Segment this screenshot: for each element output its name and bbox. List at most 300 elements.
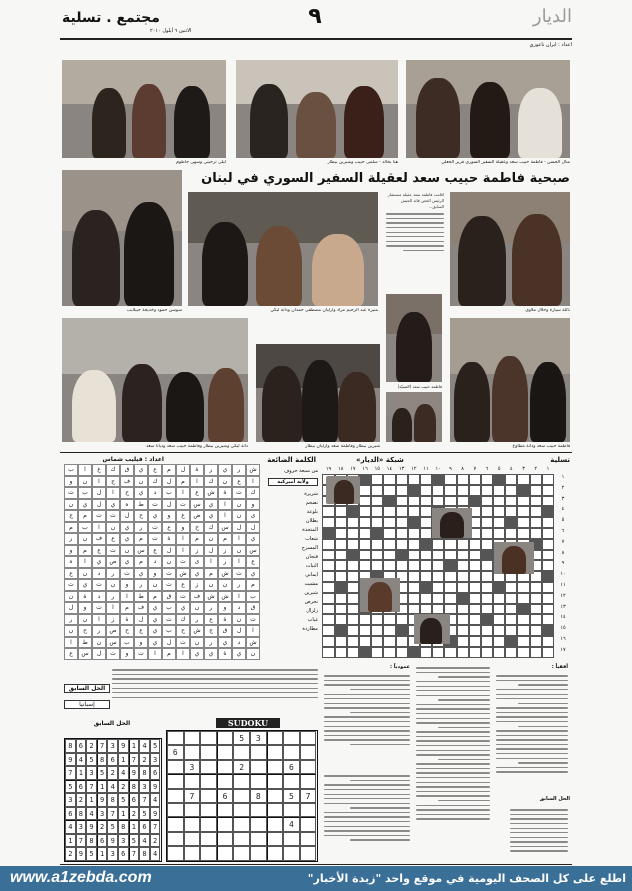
crossword-cell[interactable] xyxy=(481,485,493,496)
sudoku-cell: 7 xyxy=(184,789,201,803)
crossword-cell[interactable] xyxy=(542,550,554,561)
crossword-cell[interactable] xyxy=(505,625,517,636)
crossword-cell[interactable] xyxy=(432,647,444,658)
crossword-cell[interactable] xyxy=(347,582,359,593)
crossword-cell[interactable] xyxy=(322,528,334,539)
crossword-cell[interactable] xyxy=(335,625,347,636)
crossword-cell[interactable] xyxy=(396,474,408,485)
crossword-cell[interactable] xyxy=(408,539,420,550)
crossword-cell[interactable] xyxy=(408,593,420,604)
crossword-cell[interactable] xyxy=(420,517,432,528)
crossword-cell[interactable] xyxy=(481,593,493,604)
crossword-cell[interactable] xyxy=(517,517,529,528)
crossword-cell[interactable] xyxy=(505,604,517,615)
crossword-cell[interactable] xyxy=(432,550,444,561)
crossword-cell[interactable] xyxy=(505,474,517,485)
crossword-col-number: ٩ xyxy=(449,466,452,472)
crossword-cell[interactable] xyxy=(481,636,493,647)
crossword-col-number: ٨ xyxy=(461,466,464,472)
crossword-cell[interactable] xyxy=(383,550,395,561)
crossword-cell[interactable] xyxy=(371,560,383,571)
crossword-cell[interactable] xyxy=(322,625,334,636)
word-search-cell: ر xyxy=(204,602,218,614)
crossword-cell[interactable] xyxy=(371,647,383,658)
sudoku-cell: 5 xyxy=(107,820,118,834)
crossword-cell[interactable] xyxy=(359,517,371,528)
crossword-cell[interactable] xyxy=(371,636,383,647)
crossword-cell[interactable] xyxy=(517,474,529,485)
crossword-cell[interactable] xyxy=(396,496,408,507)
crossword-cell[interactable] xyxy=(481,582,493,593)
crossword-cell[interactable] xyxy=(444,560,456,571)
crossword-cell[interactable] xyxy=(481,474,493,485)
crossword-cell[interactable] xyxy=(408,604,420,615)
crossword-cell[interactable] xyxy=(335,571,347,582)
crossword-cell[interactable] xyxy=(469,582,481,593)
crossword-cell[interactable] xyxy=(542,474,554,485)
sudoku-cell: 4 xyxy=(65,820,76,834)
crossword-cell[interactable] xyxy=(335,550,347,561)
crossword-cell[interactable] xyxy=(517,614,529,625)
crossword-cell[interactable] xyxy=(505,636,517,647)
crossword-cell[interactable] xyxy=(347,550,359,561)
crossword-cell[interactable] xyxy=(322,550,334,561)
crossword-cell[interactable] xyxy=(322,604,334,615)
crossword-cell[interactable] xyxy=(517,647,529,658)
crossword-cell[interactable] xyxy=(469,647,481,658)
crossword-cell[interactable] xyxy=(420,528,432,539)
crossword-cell[interactable] xyxy=(493,604,505,615)
crossword-cell[interactable] xyxy=(359,625,371,636)
crossword-cell[interactable] xyxy=(542,506,554,517)
word-search-cell: ا xyxy=(148,648,162,660)
crossword-cell[interactable] xyxy=(530,517,542,528)
crossword-cell[interactable] xyxy=(444,539,456,550)
crossword-cell[interactable] xyxy=(420,560,432,571)
crossword-cell[interactable] xyxy=(481,506,493,517)
word-search-cell: ل xyxy=(176,464,190,476)
crossword-cell[interactable] xyxy=(322,517,334,528)
crossword-cell[interactable] xyxy=(469,614,481,625)
crossword-cell[interactable] xyxy=(481,560,493,571)
crossword-cell[interactable] xyxy=(444,474,456,485)
crossword-cell[interactable] xyxy=(347,625,359,636)
crossword-cell[interactable] xyxy=(322,539,334,550)
crossword-cell[interactable] xyxy=(481,604,493,615)
crossword-cell[interactable] xyxy=(481,571,493,582)
crossword-cell[interactable] xyxy=(396,636,408,647)
crossword-cell[interactable] xyxy=(505,506,517,517)
crossword-cell[interactable] xyxy=(517,485,529,496)
crossword-cell[interactable] xyxy=(335,636,347,647)
crossword-cell[interactable] xyxy=(335,506,347,517)
crossword-cell[interactable] xyxy=(347,593,359,604)
crossword-cell[interactable] xyxy=(432,560,444,571)
crossword-cell[interactable] xyxy=(347,528,359,539)
sudoku-cell: 2 xyxy=(118,780,129,794)
crossword-cell[interactable] xyxy=(469,604,481,615)
crossword-cell[interactable] xyxy=(408,474,420,485)
crossword-cell[interactable] xyxy=(542,604,554,615)
crossword-cell[interactable] xyxy=(505,496,517,507)
article-body xyxy=(386,192,444,288)
crossword-cell[interactable] xyxy=(408,528,420,539)
crossword-cell[interactable] xyxy=(335,593,347,604)
crossword-cell[interactable] xyxy=(542,496,554,507)
crossword-cell[interactable] xyxy=(359,539,371,550)
crossword-cell[interactable] xyxy=(530,636,542,647)
word-search-cell: ك xyxy=(176,614,190,626)
crossword-cell[interactable] xyxy=(469,625,481,636)
crossword-cell[interactable] xyxy=(383,485,395,496)
crossword-cell[interactable] xyxy=(432,604,444,615)
crossword-cell[interactable] xyxy=(469,496,481,507)
footer-site-link[interactable]: www.a1zebda.com xyxy=(10,869,152,886)
crossword-cell[interactable] xyxy=(322,571,334,582)
crossword-cell[interactable] xyxy=(517,496,529,507)
crossword-cell[interactable] xyxy=(408,560,420,571)
crossword-cell[interactable] xyxy=(530,614,542,625)
crossword-cell[interactable] xyxy=(505,517,517,528)
crossword-cell[interactable] xyxy=(530,496,542,507)
crossword-cell[interactable] xyxy=(493,517,505,528)
crossword-row-number: ١٧ xyxy=(560,646,566,653)
crossword-cell[interactable] xyxy=(371,496,383,507)
sudoku-cell: 9 xyxy=(118,739,129,753)
crossword-cell[interactable] xyxy=(383,517,395,528)
crossword-cell[interactable] xyxy=(396,539,408,550)
crossword-cell[interactable] xyxy=(481,528,493,539)
crossword-cell[interactable] xyxy=(420,593,432,604)
crossword-cell[interactable] xyxy=(469,560,481,571)
crossword-cell[interactable] xyxy=(359,474,371,485)
crossword-cell[interactable] xyxy=(542,517,554,528)
sudoku-cell xyxy=(250,817,267,831)
word-search-cell: ا xyxy=(92,476,106,488)
crossword-cell[interactable] xyxy=(457,614,469,625)
crossword-cell[interactable] xyxy=(371,614,383,625)
crossword-cell[interactable] xyxy=(505,485,517,496)
crossword-cell[interactable] xyxy=(481,614,493,625)
crossword-cell[interactable] xyxy=(347,506,359,517)
crossword-cell[interactable] xyxy=(359,614,371,625)
crossword-cell[interactable] xyxy=(542,528,554,539)
crossword-cell[interactable] xyxy=(347,636,359,647)
word-search-cell: ة xyxy=(78,591,92,603)
crossword-cell[interactable] xyxy=(493,614,505,625)
crossword-cell[interactable] xyxy=(542,571,554,582)
crossword-cell[interactable] xyxy=(457,582,469,593)
crossword-cell[interactable] xyxy=(408,517,420,528)
crossword-cell[interactable] xyxy=(517,625,529,636)
word-search-cell: ح xyxy=(78,625,92,637)
crossword-cell[interactable] xyxy=(469,593,481,604)
crossword-cell[interactable] xyxy=(542,560,554,571)
crossword-cell[interactable] xyxy=(335,539,347,550)
crossword-cell[interactable] xyxy=(383,625,395,636)
crossword-cell[interactable] xyxy=(481,496,493,507)
crossword-cell[interactable] xyxy=(371,474,383,485)
crossword-cell[interactable] xyxy=(517,636,529,647)
crossword-cell[interactable] xyxy=(517,604,529,615)
word-search-cell: ن xyxy=(64,625,78,637)
crossword-cell[interactable] xyxy=(383,496,395,507)
sudoku-cell xyxy=(267,846,284,860)
crossword-cell[interactable] xyxy=(530,528,542,539)
word-search-cell: ص xyxy=(106,556,120,568)
crossword-cell[interactable] xyxy=(469,485,481,496)
crossword-cell[interactable] xyxy=(457,485,469,496)
crossword-cell[interactable] xyxy=(396,550,408,561)
crossword-cell[interactable] xyxy=(359,560,371,571)
crossword-cell[interactable] xyxy=(432,571,444,582)
crossword-cell[interactable] xyxy=(530,647,542,658)
crossword-cell[interactable] xyxy=(408,550,420,561)
crossword-cell[interactable] xyxy=(469,550,481,561)
crossword-cell[interactable] xyxy=(420,604,432,615)
crossword-cell[interactable] xyxy=(383,474,395,485)
sudoku-cell xyxy=(250,774,267,788)
crossword-cell[interactable] xyxy=(493,625,505,636)
crossword-cell[interactable] xyxy=(505,582,517,593)
word-search-cell: س xyxy=(134,545,148,557)
crossword-cell[interactable] xyxy=(371,517,383,528)
crossword-cell[interactable] xyxy=(420,539,432,550)
crossword-cell[interactable] xyxy=(432,582,444,593)
crossword-cell[interactable] xyxy=(420,582,432,593)
crossword-cell[interactable] xyxy=(383,636,395,647)
crossword-cell[interactable] xyxy=(371,485,383,496)
crossword-cell[interactable] xyxy=(371,625,383,636)
crossword-cell[interactable] xyxy=(444,550,456,561)
crossword-cell[interactable] xyxy=(347,647,359,658)
crossword-cell[interactable] xyxy=(517,506,529,517)
crossword-cell[interactable] xyxy=(322,506,334,517)
crossword-cell[interactable] xyxy=(322,593,334,604)
word-search-cell: م xyxy=(78,545,92,557)
crossword-cell[interactable] xyxy=(335,614,347,625)
crossword-cell[interactable] xyxy=(444,485,456,496)
crossword-cell[interactable] xyxy=(347,604,359,615)
sudoku-cell xyxy=(267,731,284,745)
crossword-cell[interactable] xyxy=(542,636,554,647)
crossword-cell[interactable] xyxy=(347,614,359,625)
crossword-cell[interactable] xyxy=(493,506,505,517)
crossword-cell[interactable] xyxy=(347,560,359,571)
crossword-cell[interactable] xyxy=(493,582,505,593)
crossword-cell[interactable] xyxy=(493,485,505,496)
crossword-cell[interactable] xyxy=(359,496,371,507)
crossword-cell[interactable] xyxy=(493,636,505,647)
crossword-cell[interactable] xyxy=(432,496,444,507)
crossword-col-number: ١١ xyxy=(423,466,429,472)
crossword-cell[interactable] xyxy=(359,647,371,658)
crossword-cell[interactable] xyxy=(457,550,469,561)
crossword-cell[interactable] xyxy=(530,582,542,593)
crossword-cell[interactable] xyxy=(457,647,469,658)
crossword-cell[interactable] xyxy=(408,506,420,517)
crossword-cell[interactable] xyxy=(493,474,505,485)
crossword-cell[interactable] xyxy=(542,614,554,625)
crossword-cell[interactable] xyxy=(420,474,432,485)
crossword-cell[interactable] xyxy=(420,496,432,507)
sudoku-cell xyxy=(283,745,300,759)
crossword-cell[interactable] xyxy=(457,604,469,615)
crossword-cell[interactable] xyxy=(444,604,456,615)
crossword-cell[interactable] xyxy=(322,614,334,625)
word-search-cell: ن xyxy=(232,545,246,557)
crossword-cell[interactable] xyxy=(359,550,371,561)
crossword-cell[interactable] xyxy=(383,528,395,539)
crossword-cell[interactable] xyxy=(396,614,408,625)
crossword-cell[interactable] xyxy=(517,593,529,604)
crossword-cell[interactable] xyxy=(347,571,359,582)
crossword-cell[interactable] xyxy=(335,528,347,539)
crossword-cell[interactable] xyxy=(371,539,383,550)
crossword-cell[interactable] xyxy=(493,647,505,658)
crossword-cell[interactable] xyxy=(542,582,554,593)
crossword-cell[interactable] xyxy=(457,636,469,647)
crossword-cell[interactable] xyxy=(420,647,432,658)
crossword-cell[interactable] xyxy=(408,485,420,496)
sudoku-cell: 3 xyxy=(65,793,76,807)
crossword-cell[interactable] xyxy=(408,571,420,582)
crossword-cell[interactable] xyxy=(335,604,347,615)
crossword-cell[interactable] xyxy=(335,560,347,571)
crossword-cell[interactable] xyxy=(383,647,395,658)
crossword-cell[interactable] xyxy=(457,496,469,507)
crossword-cell[interactable] xyxy=(469,539,481,550)
crossword-cell[interactable] xyxy=(396,647,408,658)
crossword-cell[interactable] xyxy=(444,496,456,507)
sudoku-cell: 4 xyxy=(118,766,129,780)
crossword-cell[interactable] xyxy=(432,539,444,550)
crossword-cell[interactable] xyxy=(322,636,334,647)
crossword-cell[interactable] xyxy=(420,550,432,561)
word-search-cell: س xyxy=(218,522,232,534)
sudoku-cell: 4 xyxy=(150,847,161,861)
crossword-cell[interactable] xyxy=(517,582,529,593)
crossword-cell[interactable] xyxy=(335,517,347,528)
word-search-cell: ن xyxy=(218,476,232,488)
crossword-cell[interactable] xyxy=(457,571,469,582)
crossword-cell[interactable] xyxy=(335,647,347,658)
crossword-cell[interactable] xyxy=(359,506,371,517)
crossword-cell[interactable] xyxy=(432,474,444,485)
crossword-cell[interactable] xyxy=(505,614,517,625)
crossword-cell[interactable] xyxy=(408,496,420,507)
crossword-cell[interactable] xyxy=(432,593,444,604)
crossword-cell[interactable] xyxy=(542,625,554,636)
crossword-cell[interactable] xyxy=(408,582,420,593)
crossword-cell[interactable] xyxy=(371,528,383,539)
crossword-cell[interactable] xyxy=(505,647,517,658)
crossword-cell[interactable] xyxy=(444,593,456,604)
word-search-cell: ي xyxy=(120,533,134,545)
crossword-cell[interactable] xyxy=(493,593,505,604)
crossword-cell[interactable] xyxy=(469,636,481,647)
crossword-cell[interactable] xyxy=(371,506,383,517)
crossword-cell[interactable] xyxy=(420,571,432,582)
crossword-cell[interactable] xyxy=(457,625,469,636)
crossword-cell[interactable] xyxy=(481,550,493,561)
crossword-cell[interactable] xyxy=(481,625,493,636)
crossword-cell[interactable] xyxy=(457,560,469,571)
crossword-cell[interactable] xyxy=(335,582,347,593)
crossword-cell[interactable] xyxy=(420,506,432,517)
crossword-cell[interactable] xyxy=(359,485,371,496)
sudoku-cell: 9 xyxy=(150,780,161,794)
crossword-cell[interactable] xyxy=(481,517,493,528)
crossword-cell[interactable] xyxy=(469,474,481,485)
crossword-cell[interactable] xyxy=(542,539,554,550)
crossword-cell[interactable] xyxy=(457,593,469,604)
crossword-cell[interactable] xyxy=(383,539,395,550)
crossword-cell[interactable] xyxy=(530,625,542,636)
crossword-cell[interactable] xyxy=(542,485,554,496)
sudoku-cell: 8 xyxy=(107,793,118,807)
crossword-cell[interactable] xyxy=(396,485,408,496)
word-search-cell: و xyxy=(246,499,260,511)
crossword-cell[interactable] xyxy=(530,474,542,485)
crossword-cell[interactable] xyxy=(481,647,493,658)
crossword-cell[interactable] xyxy=(383,506,395,517)
crossword-cell[interactable] xyxy=(396,560,408,571)
word-search-cell: ع xyxy=(204,614,218,626)
crossword-cell[interactable] xyxy=(371,550,383,561)
word-search-cell: ن xyxy=(92,637,106,649)
crossword-cell[interactable] xyxy=(359,528,371,539)
crossword-cell[interactable] xyxy=(457,539,469,550)
crossword-cell[interactable] xyxy=(396,517,408,528)
crossword-cell[interactable] xyxy=(493,528,505,539)
word-search-word: غياب xyxy=(307,617,318,623)
crossword-cell[interactable] xyxy=(396,625,408,636)
crossword-cell[interactable] xyxy=(505,528,517,539)
crossword-cell[interactable] xyxy=(505,593,517,604)
crossword-cell[interactable] xyxy=(444,571,456,582)
crossword-cell[interactable] xyxy=(396,528,408,539)
crossword-cell[interactable] xyxy=(530,604,542,615)
crossword-cell[interactable] xyxy=(347,539,359,550)
crossword-cell[interactable] xyxy=(420,485,432,496)
word-search-cell: د xyxy=(148,556,162,568)
crossword-cell[interactable] xyxy=(530,593,542,604)
crossword-cell[interactable] xyxy=(542,647,554,658)
crossword-cell[interactable] xyxy=(517,528,529,539)
crossword-cell[interactable] xyxy=(359,636,371,647)
crossword-cell[interactable] xyxy=(347,517,359,528)
crossword-cell[interactable] xyxy=(432,485,444,496)
crossword-cell[interactable] xyxy=(530,506,542,517)
crossword-cell[interactable] xyxy=(444,582,456,593)
crossword-cell[interactable] xyxy=(469,571,481,582)
crossword-cell[interactable] xyxy=(444,647,456,658)
crossword-cell[interactable] xyxy=(457,474,469,485)
crossword-cell[interactable] xyxy=(322,647,334,658)
crossword-cell[interactable] xyxy=(542,593,554,604)
crossword-cell[interactable] xyxy=(383,560,395,571)
crossword-cell[interactable] xyxy=(396,506,408,517)
sudoku-cell xyxy=(267,803,284,817)
crossword-cell[interactable] xyxy=(530,485,542,496)
crossword-cell[interactable] xyxy=(481,539,493,550)
crossword-cell[interactable] xyxy=(322,560,334,571)
crossword-cell[interactable] xyxy=(493,496,505,507)
crossword-cell[interactable] xyxy=(408,647,420,658)
crossword-cell[interactable] xyxy=(322,582,334,593)
crossword-cell[interactable] xyxy=(383,614,395,625)
